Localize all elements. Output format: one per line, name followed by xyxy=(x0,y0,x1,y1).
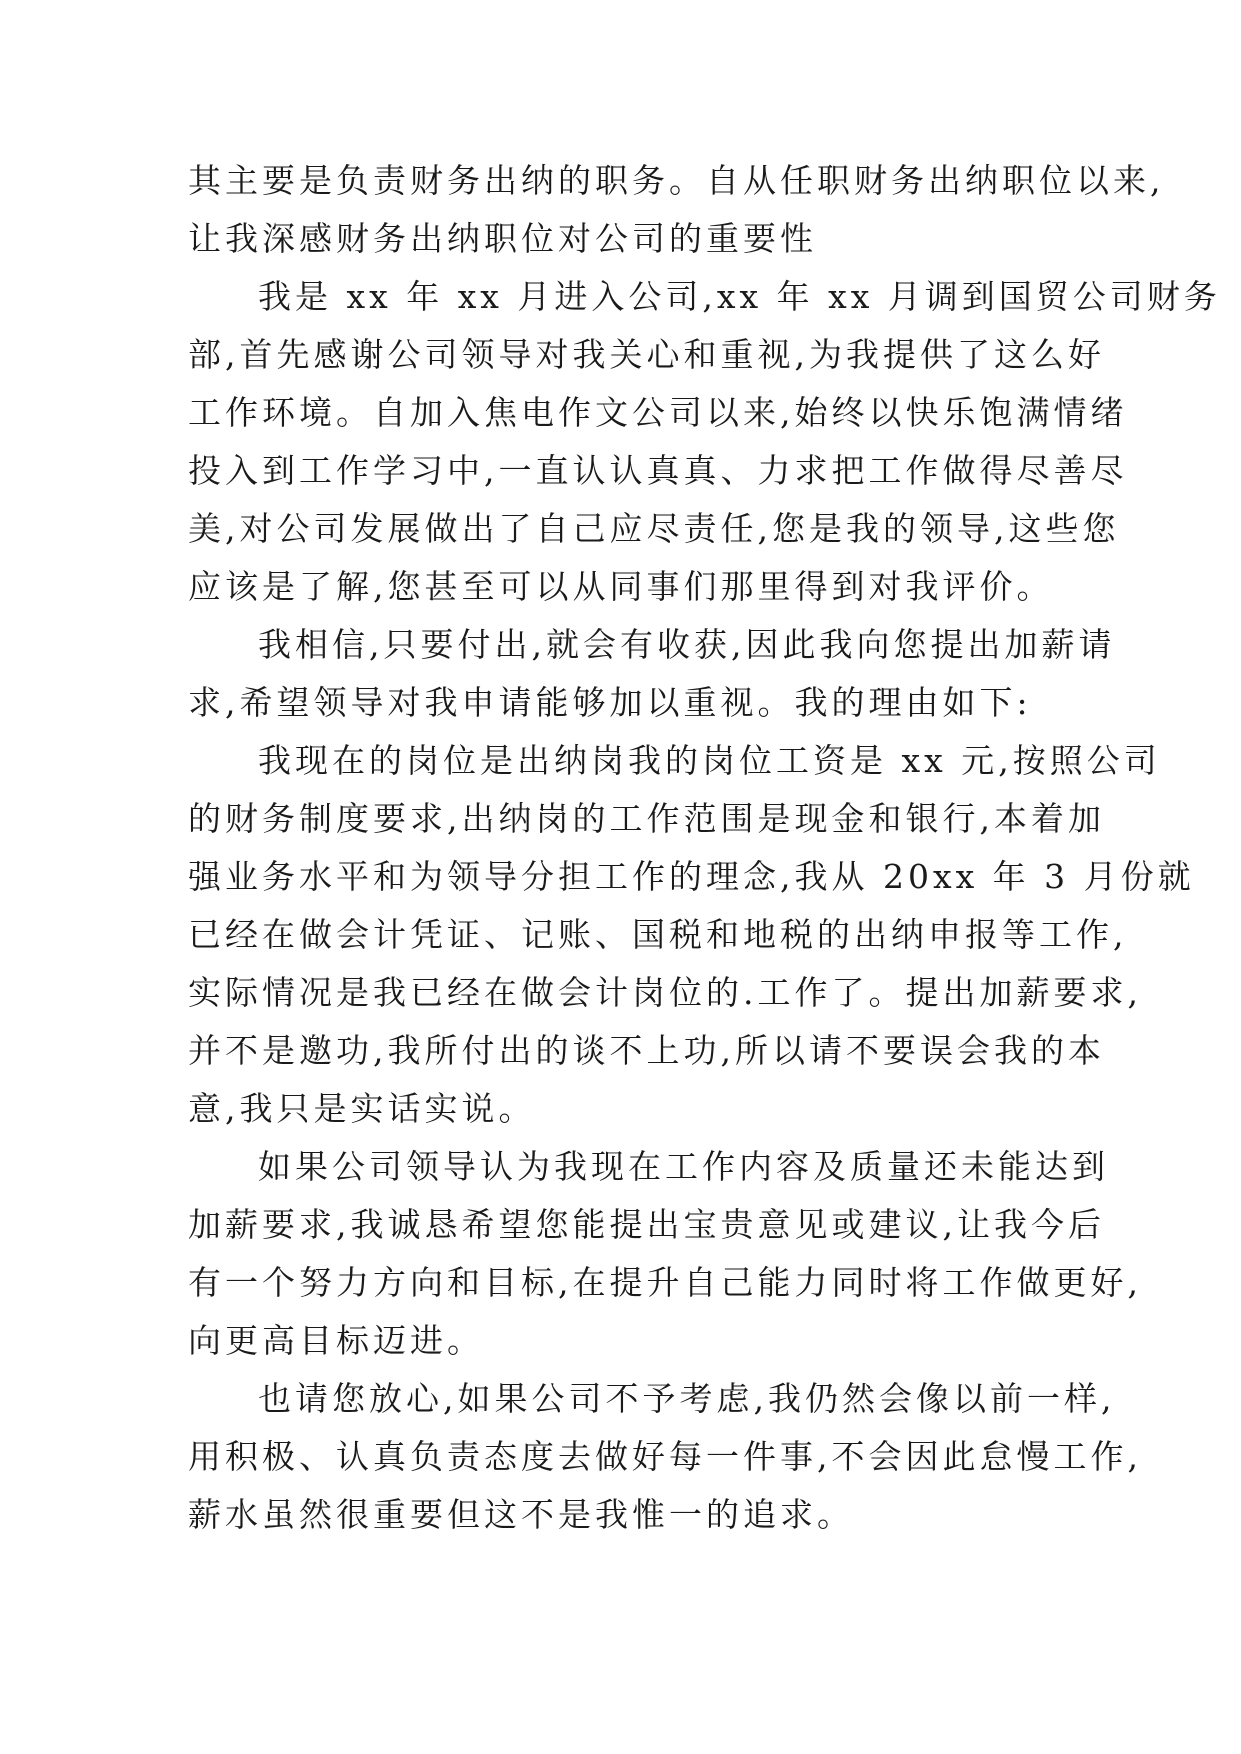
text-line: 如果公司领导认为我现在工作内容及质量还未能达到 xyxy=(258,1147,1109,1186)
text-line: 部,首先感谢公司领导对我关心和重视,为我提供了这么好 xyxy=(188,335,1105,374)
text-line: 用积极、认真负责态度去做好每一件事,不会因此怠慢工作, xyxy=(188,1437,1142,1476)
text-line: 工作环境。自加入焦电作文公司以来,始终以快乐饱满情绪 xyxy=(188,393,1128,432)
paragraph-6 xyxy=(188,1370,1142,1544)
text-line: 已经在做会计凭证、记账、国税和地税的出纳申报等工作, xyxy=(188,915,1128,954)
text-line: 我是 xx 年 xx 月进入公司,xx 年 xx 月调到国贸公司财务 xyxy=(258,277,1221,316)
text-line: 我现在的岗位是出纳岗我的岗位工资是 xx 元,按照公司 xyxy=(258,741,1161,780)
text-line: 强业务水平和为领导分担工作的理念,我从 20xx 年 3 月份就 xyxy=(188,857,1195,896)
text-line: 意,我只是实话实说。 xyxy=(188,1089,536,1128)
paragraph-4 xyxy=(188,732,1195,1138)
text-line: 求,希望领导对我申请能够加以重视。我的理由如下: xyxy=(188,683,1032,722)
paragraph-1 xyxy=(188,152,1165,268)
text-line: 向更高目标迈进。 xyxy=(188,1321,484,1360)
text-line: 加薪要求,我诚恳希望您能提出宝贵意见或建议,让我今后 xyxy=(188,1205,1105,1244)
paragraph-3 xyxy=(188,616,1116,732)
text-line: 实际情况是我已经在做会计岗位的.工作了。提出加薪要求, xyxy=(188,973,1142,1012)
text-line: 我相信,只要付出,就会有收获,因此我向您提出加薪请 xyxy=(258,625,1116,664)
text-line: 并不是邀功,我所付出的谈不上功,所以请不要误会我的本 xyxy=(188,1031,1105,1070)
text-line: 美,对公司发展做出了自己应尽责任,您是我的领导,这些您 xyxy=(188,509,1120,548)
paragraph-2 xyxy=(188,268,1221,616)
text-line: 也请您放心,如果公司不予考虑,我仍然会像以前一样, xyxy=(258,1379,1116,1418)
paragraph-5 xyxy=(188,1138,1142,1370)
text-line: 有一个努力方向和目标,在提升自己能力同时将工作做更好, xyxy=(188,1263,1142,1302)
text-line: 投入到工作学习中,一直认认真真、力求把工作做得尽善尽 xyxy=(188,451,1128,490)
text-line: 其主要是负责财务出纳的职务。自从任职财务出纳职位以来, xyxy=(188,161,1165,200)
document-body xyxy=(188,152,1221,1544)
text-line: 应该是了解,您甚至可以从同事们那里得到对我评价。 xyxy=(188,567,1054,606)
text-line: 让我深感财务出纳职位对公司的重要性 xyxy=(188,219,817,258)
text-line: 薪水虽然很重要但这不是我惟一的追求。 xyxy=(188,1495,854,1534)
text-line: 的财务制度要求,出纳岗的工作范围是现金和银行,本着加 xyxy=(188,799,1105,838)
